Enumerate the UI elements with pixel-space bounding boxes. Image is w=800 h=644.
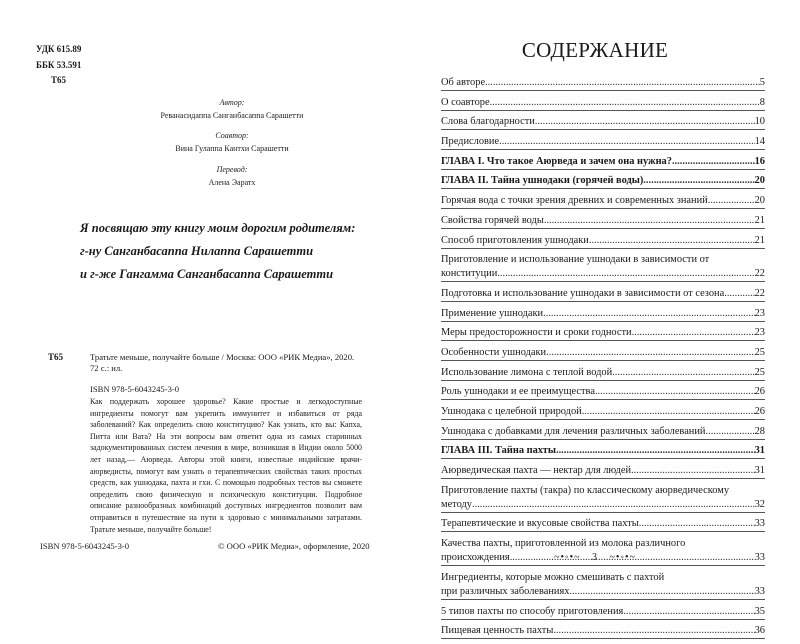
toc-leader-dots <box>499 135 755 149</box>
toc-page-number: 14 <box>754 136 765 148</box>
toc-leader-dots <box>631 464 755 478</box>
toc-entry-title: О соавторе <box>441 96 490 108</box>
dedication-line: г-ну Санганбасаппа Нилаппа Сарашетти <box>80 244 314 258</box>
toc-entry[interactable] <box>441 405 765 420</box>
toc-entry-title: Роль ушнодаки и ее преимущества <box>441 386 595 398</box>
toc-entry-title: Использование лимона с теплой водой <box>441 366 613 378</box>
toc-entry[interactable] <box>441 346 765 361</box>
toc-leader-dots <box>672 155 755 169</box>
toc-entry-title: Аюрведическая пахта — нектар для людей <box>441 465 632 477</box>
toc-leader-dots <box>639 517 755 531</box>
toc-leader-dots <box>490 96 760 110</box>
toc-page-number: 16 <box>754 155 765 167</box>
ornament-right-icon: ~•◦•~ <box>609 552 636 563</box>
toc-entry-title: Особенности ушнодаки <box>441 346 547 358</box>
toc-page-number: 23 <box>754 327 765 339</box>
toc-page-number: 28 <box>754 425 765 437</box>
toc-page-number: 22 <box>754 268 765 280</box>
toc-entry-title-cont: происхождения <box>441 552 510 564</box>
toc-page-number: 26 <box>754 406 765 417</box>
toc-entry[interactable] <box>441 194 765 209</box>
toc-page-number: 25 <box>754 366 765 378</box>
toc-leader-dots <box>535 115 755 129</box>
author-name: Реванасидаппа Санганбасаппа Сарашетти <box>160 111 304 120</box>
toc-entry-title: Приготовление пахты (такра) по классическому аюрведическому <box>441 484 730 496</box>
author-label: Автор: <box>219 98 245 107</box>
toc-page-number: 32 <box>754 498 765 510</box>
toc-page-number: 33 <box>754 552 765 564</box>
toc-entry-title: Ингредиенты, которые можно смешивать с пахтой <box>441 571 665 583</box>
translator-label: Перевод: <box>216 165 248 174</box>
coauthor-label: Соавтор: <box>215 131 249 140</box>
biblio-codes <box>36 42 82 89</box>
toc-entry-title: Предисловие <box>441 136 500 148</box>
bbk-code: ББК 53.591 <box>36 59 82 70</box>
page-number: 3 <box>592 552 598 563</box>
toc-leader-dots <box>472 498 755 512</box>
toc-entry[interactable] <box>441 96 765 111</box>
toc-entry-title: Подготовка и использование ушнодаки в зависимости от сезона <box>441 287 725 299</box>
toc-entry-title: ГЛАВА I. Что такое Аюрведа и зачем она нужна? <box>441 155 672 167</box>
toc-leader-dots <box>643 174 754 188</box>
toc-entry[interactable] <box>441 234 765 249</box>
author-sign: Т65 <box>50 75 66 85</box>
toc-entry[interactable] <box>441 366 765 381</box>
toc-leader-dots <box>632 326 755 340</box>
toc-leader-dots <box>546 346 754 360</box>
toc-entry-title: Пищевая ценность пахты <box>441 625 554 637</box>
toc-entry[interactable] <box>441 155 765 170</box>
toc-entry-title: Качества пахты, приготовленной из молока различного <box>441 538 686 550</box>
toc-entry[interactable] <box>441 624 765 639</box>
toc-leader-dots <box>582 405 755 419</box>
toc-entry-title: Приготовление и использование ушнодаки в зависимости от <box>441 254 710 266</box>
toc-entry-title: Об авторе <box>441 77 486 88</box>
toc-entry-title-cont: при различных заболеваниях <box>441 585 570 597</box>
toc-page-number: 5 <box>759 77 765 88</box>
toc-entry[interactable] <box>441 253 765 282</box>
toc-entry[interactable] <box>441 571 765 600</box>
toc-leader-dots <box>497 267 754 281</box>
toc-leader-dots <box>706 425 755 439</box>
translator-name: Алена Эаратх <box>208 178 256 187</box>
dedication <box>80 217 380 286</box>
toc-entry[interactable] <box>441 174 765 189</box>
toc-entry[interactable] <box>441 484 765 513</box>
toc-page-number: 8 <box>759 96 765 108</box>
toc-entry[interactable] <box>441 517 765 532</box>
udk-code: УДК 615.89 <box>36 44 82 54</box>
toc-page-number: 33 <box>754 518 765 530</box>
toc-leader-dots <box>595 385 755 399</box>
dedication-line: Я посвящаю эту книгу моим дорогим родителям: <box>80 221 356 235</box>
toc-page-number: 21 <box>754 234 765 246</box>
toc-entry[interactable] <box>441 464 765 479</box>
toc-leader-dots <box>569 585 754 599</box>
toc-page-number: 35 <box>754 605 765 617</box>
isbn: ISBN 978-5-6043245-3-0 <box>90 384 180 394</box>
toc-entry[interactable] <box>441 425 765 440</box>
ornament-left-icon: ~•◦•~ <box>554 552 581 563</box>
toc-entry[interactable] <box>441 287 765 302</box>
toc-entry-title: Способ приготовления ушнодаки <box>441 234 589 246</box>
toc-leader-dots <box>612 366 754 380</box>
coauthor-name: Вина Гулаппа Кантхи Сарашетти <box>175 144 289 153</box>
toc-title: СОДЕРЖАНИЕ <box>521 38 669 62</box>
dedication-line: и г-же Гангамма Санганбасаппа Сарашетти <box>80 267 334 281</box>
book-abstract: Как поддержать хорошее здоровье? Какие простые и легкодоступные ингредиенты помогут вам укрепить иммунитет и избавиться от ряда заболеваний? Как определить свою конституцию? Как узнать, кто вы: Капха, Питта или Вата? На эти вопросы вам ответит одна из самых старинных задокументированных систем лечения в мире, возникшая в Индии около 5000 лет назад,— Аюрведа. Авторы этой книги, известные индийские врачи-аюрведисты, помогут вам узнать о терапевтических свойствах таких простых средств, как ушнодака, пахта и гхи. С помощью подробных тестов вы сможете определить свою физическую и психическую конституции. Подробное описание разнообразных комбинаций доступных ингредиентов позволит вам отправиться в путешествие на пути к здоровью с минимальными затратами. Тратьте меньше, получайте больше! <box>90 397 362 534</box>
toc-leader-dots <box>485 76 760 90</box>
toc-entry-title: 5 типов пахты по способу приготовления <box>441 605 624 617</box>
toc-entry-title: Слова благодарности <box>441 116 535 128</box>
toc-entry-title: Применение ушнодаки <box>441 307 544 319</box>
toc-entry[interactable] <box>441 307 765 322</box>
toc-entry[interactable] <box>441 214 765 229</box>
toc-leader-dots <box>544 214 755 228</box>
toc-entry-title: ГЛАВА II. Тайна ушнодаки (горячей воды) <box>441 175 644 187</box>
toc-entry-title-cont: конституции <box>441 268 498 280</box>
toc-entry-title-cont: методу <box>441 498 472 510</box>
toc-entry[interactable] <box>441 135 765 150</box>
toc-entry[interactable] <box>441 76 765 91</box>
toc-entry-title: Свойства горячей воды <box>441 214 544 226</box>
toc-page-number: 33 <box>754 585 765 597</box>
toc-page-number: 23 <box>754 307 765 319</box>
toc-leader-dots <box>623 605 754 619</box>
toc-page-number: 31 <box>754 465 765 477</box>
toc-page-number: 26 <box>754 386 765 398</box>
toc-entry-title: Ушнодака с целебной природой <box>441 406 582 417</box>
toc-leader-dots <box>589 234 755 248</box>
toc-entry[interactable] <box>441 115 765 130</box>
footer-isbn: ISBN 978-5-6043245-3-0 <box>40 541 130 551</box>
toc-page-number: 10 <box>754 116 765 128</box>
toc-entry-title: Терапевтические и вкусовые свойства пахты <box>441 518 639 530</box>
toc-entry-title: Меры предосторожности и сроки годности <box>441 327 632 339</box>
toc-entry-title: Горячая вода с точки зрения древних и современных знаний <box>441 195 708 207</box>
toc-entry[interactable] <box>441 605 765 620</box>
toc-page-number: 25 <box>754 346 765 358</box>
toc-page-number: 22 <box>754 287 765 299</box>
toc-entry[interactable] <box>441 385 765 400</box>
toc-entry[interactable] <box>441 444 765 459</box>
toc-leader-dots <box>553 624 754 638</box>
toc-page-number: 36 <box>754 625 765 637</box>
toc-leader-dots <box>724 287 754 301</box>
catalog-code: Т65 <box>48 352 64 362</box>
toc-leader-dots <box>556 444 755 458</box>
toc-entry-title: Ушнодака с добавками для лечения различных заболеваний <box>441 425 706 437</box>
toc-leader-dots <box>708 194 755 208</box>
toc-page-number: 20 <box>754 175 765 187</box>
toc-entry-title: ГЛАВА III. Тайна пахты <box>441 445 556 457</box>
page-footer <box>540 552 650 563</box>
toc-leader-dots <box>543 307 754 321</box>
toc-page-number: 21 <box>754 214 765 226</box>
toc-page-number: 31 <box>754 445 765 457</box>
footer-copyright: © ООО «РИК Медиа», оформление, 2020 <box>218 541 370 551</box>
catalog-entry: Тратьте меньше, получайте больше / Москва: ООО «РИК Медиа», 2020. 72 с.: ил. <box>90 352 355 374</box>
toc-entry[interactable] <box>441 326 765 341</box>
toc-page-number: 20 <box>754 195 765 207</box>
